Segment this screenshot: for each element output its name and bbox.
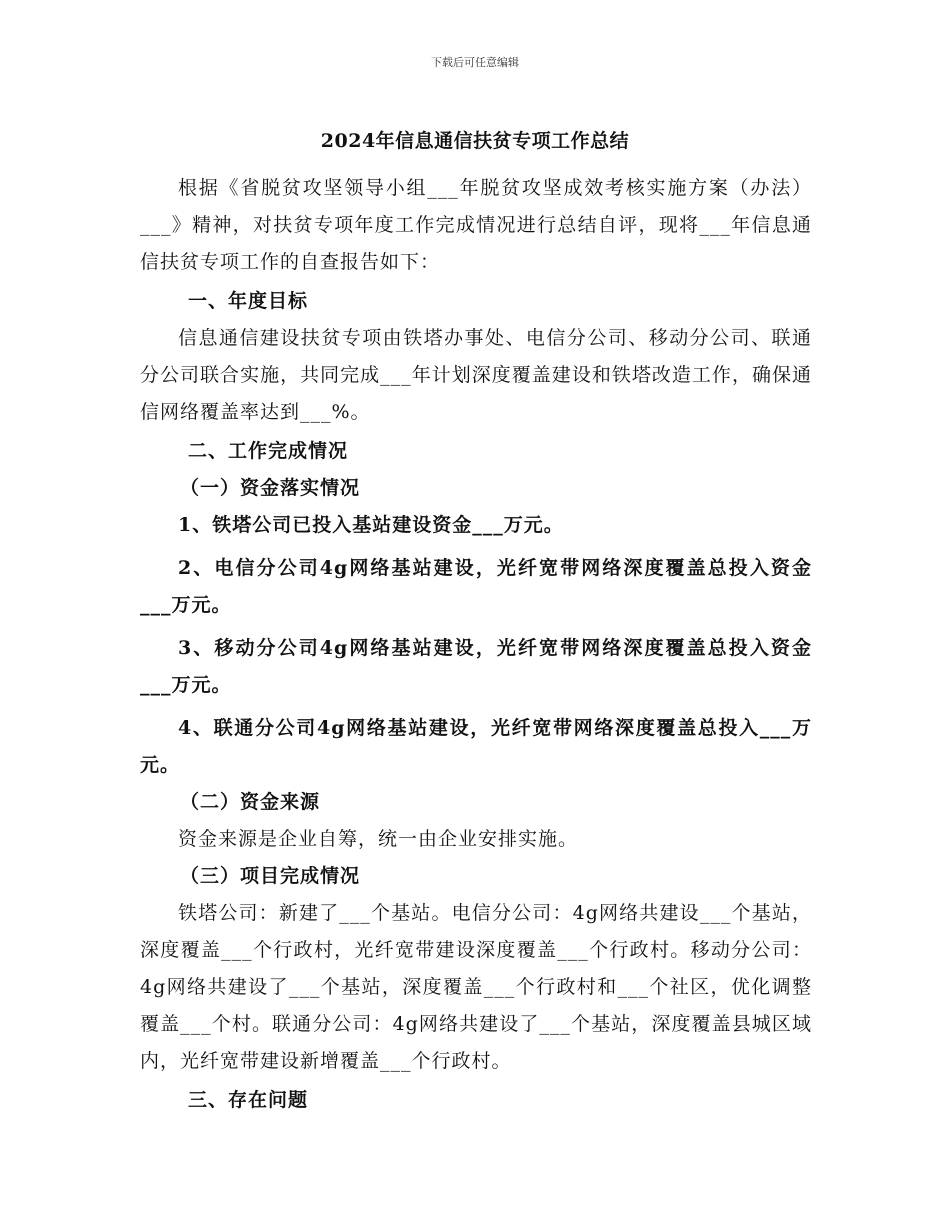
subsection-heading-completion: （三）项目完成情况 bbox=[180, 865, 361, 887]
funding-item: 2、电信分公司4g网络基站建设，光纤宽带网络深度覆盖总投入资金___万元。 bbox=[140, 557, 812, 616]
subsection-heading-funding: （一）资金落实情况 bbox=[180, 477, 361, 499]
section-heading-progress: 二、工作完成情况 bbox=[188, 440, 349, 462]
subsection-heading-source: （二）资金来源 bbox=[180, 791, 321, 813]
document-title: 2024年信息通信扶贫专项工作总结 bbox=[320, 130, 630, 152]
document-body bbox=[140, 170, 812, 1119]
section-heading-goals: 一、年度目标 bbox=[188, 290, 309, 312]
goals-paragraph: 信息通信建设扶贫专项由铁塔办事处、电信分公司、移动分公司、联通分公司联合实施，共同完成___年计划深度覆盖建设和铁塔改造工作，确保通信网络覆盖率达到___%。 bbox=[140, 327, 812, 423]
funding-item: 3、移动分公司4g网络基站建设，光纤宽带网络深度覆盖总投入资金___万元。 bbox=[140, 637, 812, 696]
section-heading-problems: 三、存在问题 bbox=[188, 1089, 309, 1111]
page-header-note: 下载后可任意编辑 bbox=[431, 56, 519, 69]
intro-paragraph: 根据《省脱贫攻坚领导小组___年脱贫攻坚成效考核实施方案（办法）___》精神，对扶贫专项年度工作完成情况进行总结自评，现将___年信息通信扶贫专项工作的自查报告如下： bbox=[140, 177, 812, 273]
source-paragraph: 资金来源是企业自筹，统一由企业安排实施。 bbox=[178, 828, 579, 850]
funding-item: 4、联通分公司4g网络基站建设，光纤宽带网络深度覆盖总投入___万元。 bbox=[140, 717, 812, 776]
funding-item: 1、铁塔公司已投入基站建设资金___万元。 bbox=[178, 514, 564, 536]
completion-paragraph: 铁塔公司：新建了___个基站。电信分公司：4g网络共建设___个基站，深度覆盖___个行政村，光纤宽带建设深度覆盖___个行政村。移动分公司：4g网络共建设了___个基站，深度覆盖___个行政村和___个社区，优化调整覆盖___个村。联通分公司：4g网络共建设了___个基站，深度覆盖县城区域内，光纤宽带建设新增覆盖___个行政村。 bbox=[140, 902, 812, 1072]
